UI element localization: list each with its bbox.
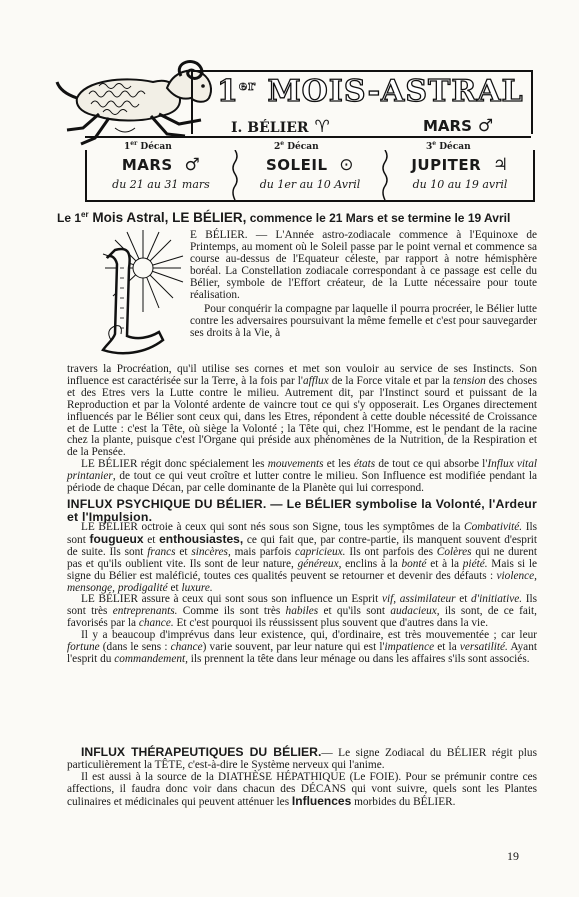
intro-paragraphs — [190, 230, 537, 340]
decan-1-dates: du 21 au 31 mars — [112, 178, 210, 191]
title-mois: MOIS — [267, 74, 368, 109]
title-box — [191, 70, 533, 137]
intro-paragraph-2: Pour conquérir la compagne par laquelle il pourra procréer, le Bélier lutte contre les adversaires poursuivant la même femelle et c'est pour sauvegarder ses droits à la Vie, à — [190, 303, 537, 340]
section-title-psychique: INFLUX PSYCHIQUE DU BÉLIER. — Le BÉLIER symbolise la Volonté, l'Ardeur et l'Impulsion. — [67, 496, 537, 524]
mars-glyph-icon: ♂ — [477, 116, 494, 136]
decan-label-3: 3e Décan — [423, 140, 474, 152]
sign-name: I. BÉLIER — [231, 120, 309, 136]
decan-3-ruler: JUPITER ♃ — [411, 155, 509, 175]
aries-glyph-icon: ♈ — [314, 117, 330, 137]
decan-2-ruler: SOLEIL ⊙ — [266, 155, 354, 175]
title-ordinal: 1 — [217, 74, 239, 109]
body-block-1 — [67, 364, 537, 524]
month-name: MARS — [423, 117, 472, 135]
paragraph-imprevus: Il y a beaucoup d'imprévus dans leur existence, qui, d'ordinaire, est très mouvementée ; car leur fortune (dans le sens : chance) varie souvent, par leur nature qui est l'impatience et la versatilité. Ayant l'esprit du commandement, ils prennent la tête dans leur ménage ou dans les affaires s'ils sont associés. — [67, 629, 537, 665]
paragraph-diathese: Il est aussi à la source de la DIATHÈSE HÉPATHIQUE (Le FOIE). Pour se prémunir contre ces affections, il faudra donc voir dans chacun des DÉCANS qui vont suivre, quels sont les Plantes culinaires et médicinales qui peuvent atténuer les Influences morbides du BÉLIER. — [67, 770, 537, 808]
body-block-3 — [67, 747, 537, 809]
mars-glyph-icon: ♂ — [184, 155, 201, 175]
body-block-2 — [67, 522, 537, 666]
decan-2-dates: du 1er au 10 Avril — [259, 178, 361, 191]
paragraph-regit: LE BÉLIER régit donc spécialement les mouvements et les états de tout ce qui absorbe l'Influx vital printanier, de tout ce qui veut croître et lutter contre le milieu. Son Influence est modifiée pendant la période de chaque Décan, par celle dominante de la Planète qui lui correspond. — [67, 458, 537, 495]
sign-line — [231, 117, 330, 137]
page-number: 19 — [507, 849, 519, 863]
jupiter-glyph-icon: ♃ — [492, 155, 509, 175]
decan-label-1: 1er Décan — [121, 140, 175, 152]
intro-paragraph-1: E BÉLIER. — L'Année astro-zodiacale commence à l'Equinoxe de Printemps, au moment où le Soleil passe par le point vernal et commence sa course au-dessus de l'Equateur céleste, par rapport à notre hémisphère boréal. La Constellation zodiacale correspondant à ce passage est celle du Bélier, symbole de l'Effort créateur, de la Lutte nécessaire pour toute réalisation. — [190, 229, 537, 301]
title-ordinal-sup: er — [238, 79, 256, 94]
title-top-rule — [193, 70, 531, 72]
decan-2 — [237, 150, 383, 200]
decan-table — [85, 150, 535, 202]
decan-label-bar — [85, 136, 531, 150]
dropcap-illustration — [85, 228, 190, 364]
decan-3 — [387, 150, 533, 200]
decan-3-dates: du 10 au 19 avril — [412, 178, 508, 191]
chapter-header — [55, 48, 533, 200]
paragraph-continuation: travers la Procréation, qu'il utilise ses cornes et met son vouloir au service de ses Instincts. Son influence est caractérisée sur la Terre, à la fois par l'afflux de la Force vitale et par la tension des choses et des Etres vers la Lutte contre le milieu. Autrement dit, par l'Instinct sourd et puissant de la Reproduction et par la Volonté ardente de vaincre tout ce qui s'y opposerait. Les Organes directement influencés par le Bélier sont ceux qui, dans les Etres, répondent à cette double nécessité de Croissance et de Lutte : c'est la Tête, où siège la Volonté ; la Tête qui, chez l'Homme, est le pendant de la racine chez la plante, puisque c'est l'Organe qui préside aux phénomènes de la Nutrition, de la Respiration et de la Pensée. — [67, 363, 537, 459]
decan-1 — [87, 150, 235, 200]
paragraph-combativite: LE BÉLIER octroie à ceux qui sont nés sous son Signe, tous les symptômes de la Combativité. Ils sont fougueux et enthousiastes, ce qui fait que, par contre-partie, ils manquent souvent d'esprit de suite. Ils sont francs et sincères, mais parfois capricieux. Ils ont parfois des Colères qui ne durent pas et qu'ils oublient vite. Ils sont de leur nature, généreux, enclins à la bonté et à la piété. Mais si le signe du Bélier est maléficié, toutes ces qualités peuvent se retourner et devenir des défauts : violence, mensonge, prodigalité et luxure. — [67, 521, 537, 594]
paragraph-esprit: LE BÉLIER assure à ceux qui sont sous son influence un Esprit vif, assimilateur et d'initiative. Ils sont très entreprenants. Comme ils sont très habiles et qu'ils sont audacieux, ils sont, de ce fait, favorisés par la chance. Et c'est pourquoi ils réussissent plus souvent que d'autres dans la vie. — [67, 593, 537, 630]
decan-label-2: 2e Décan — [271, 140, 322, 152]
chapter-subheading: Le 1er Mois Astral, LE BÉLIER, commence le 21 Mars et se termine le 19 Avril — [57, 210, 511, 225]
month-line — [423, 116, 493, 136]
title-astral: ASTRAL — [381, 74, 524, 109]
decan-1-ruler: MARS ♂ — [121, 155, 201, 175]
section-title-therapeutiques: INFLUX THÉRAPEUTIQUES DU BÉLIER. — [81, 745, 322, 759]
sun-glyph-icon: ⊙ — [339, 155, 354, 175]
paragraph-therapeutiques: INFLUX THÉRAPEUTIQUES DU BÉLIER.— Le signe Zodiacal du BÉLIER régit plus particulièrement la TÊTE, c'est-à-dire le Système nerveux qui l'anime. — [67, 745, 537, 771]
mois-astral-title: 1er MOIS-ASTRAL — [217, 74, 524, 109]
